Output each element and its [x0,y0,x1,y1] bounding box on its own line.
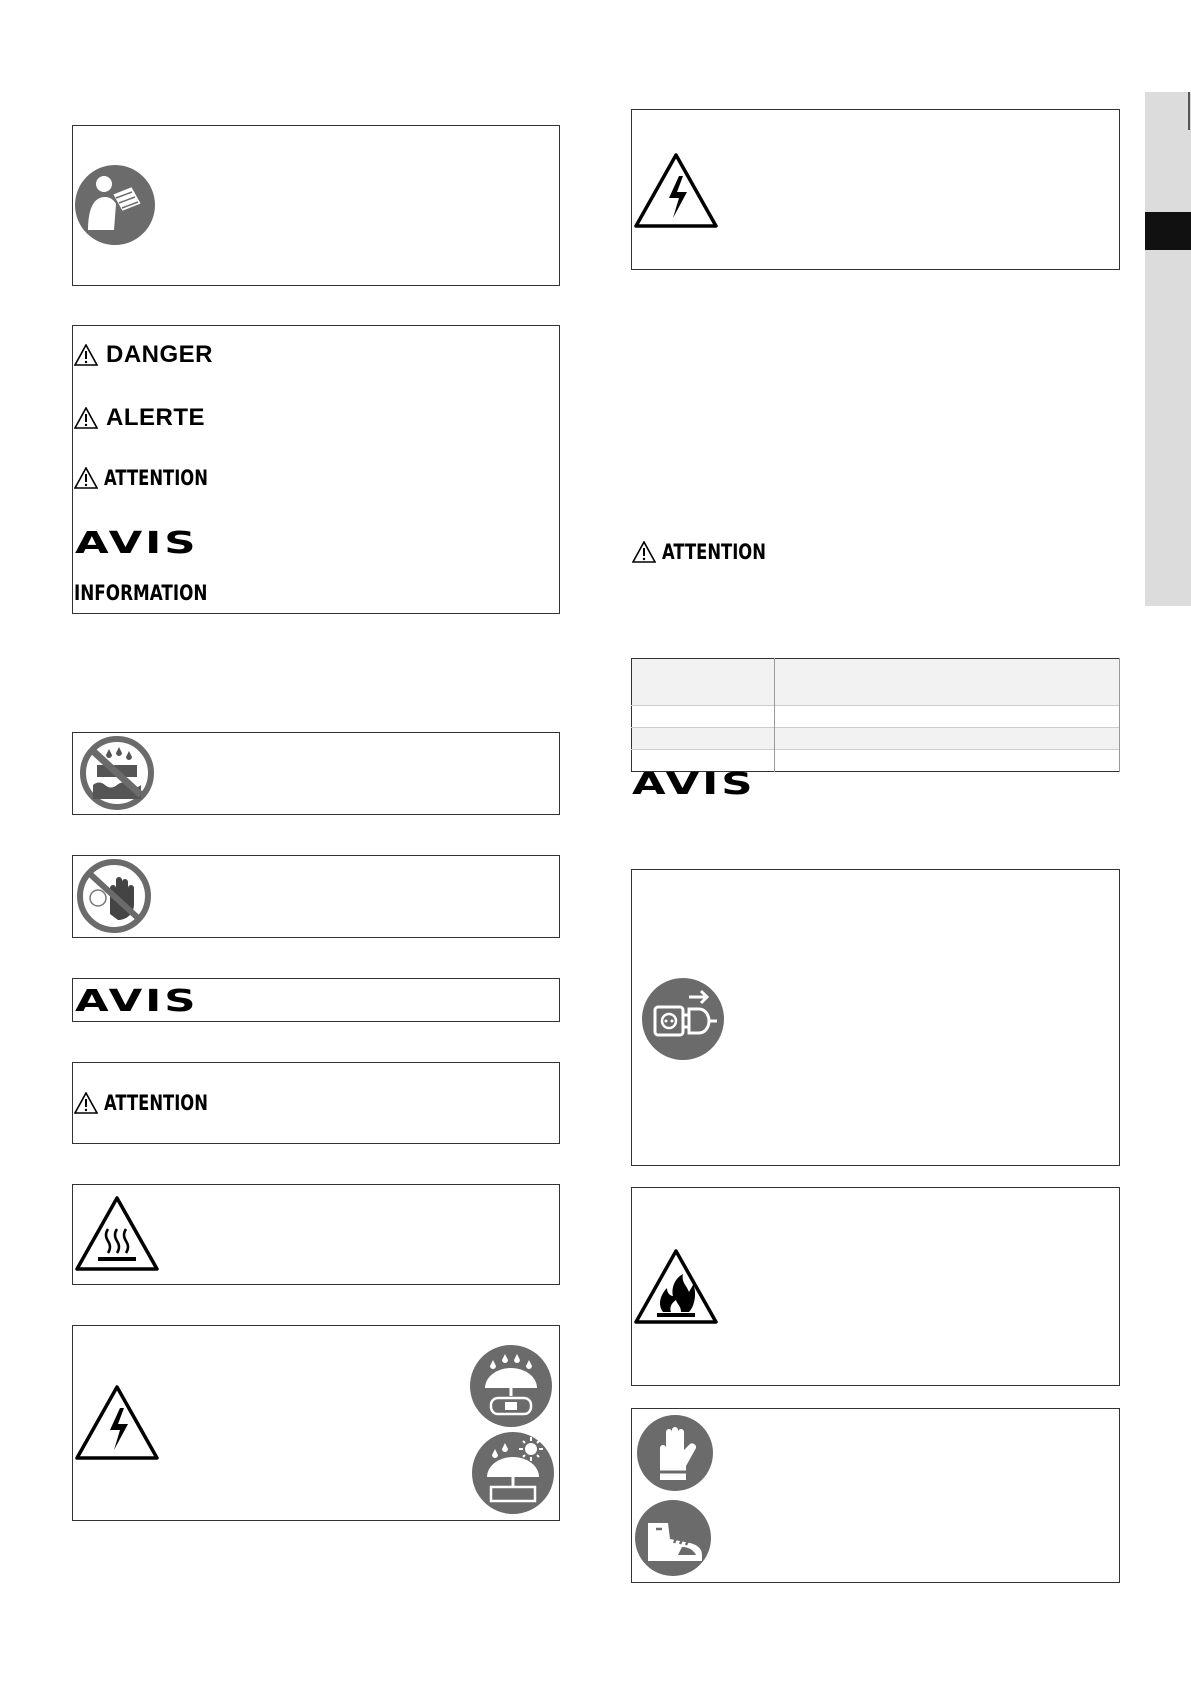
attention-label: ATTENTION [104,1091,208,1115]
warning-triangle-icon [74,344,98,366]
unplug-icon [641,977,725,1061]
no-immersion-icon [79,735,155,811]
side-tab-marker [1145,212,1191,250]
attention-label: ATTENTION [104,466,208,490]
hot-surface-box [72,1184,560,1285]
ppe-box [631,1408,1120,1583]
danger-label: DANGER [106,341,214,368]
table-header-row [632,659,1120,706]
table-cell [775,728,1120,750]
signal-words-box [72,325,560,614]
attention-label: ATTENTION [662,540,766,564]
table-row [632,706,1120,728]
table-cell [775,750,1120,772]
table-header-cell [632,659,775,706]
avis-label: AVIS [75,526,199,561]
unplug-box [631,869,1120,1166]
spec-table [631,658,1120,772]
read-manual-icon [74,164,156,246]
fire-hazard-box [631,1187,1120,1386]
information-label: INFORMATION [74,581,208,605]
no-immersion-box [72,732,560,815]
avis-label: AVIS [632,767,756,802]
warning-triangle-icon [74,467,98,489]
electric-shock-icon [74,1384,160,1462]
table-row [632,728,1120,750]
danger-signal [74,341,213,369]
wear-gloves-icon [636,1414,714,1492]
attention-signal [74,1091,237,1115]
protect-from-rain-icon [469,1344,553,1428]
side-tab-strip [1145,92,1191,606]
hot-surface-icon [74,1195,160,1273]
table-cell [632,706,775,728]
fire-hazard-icon [633,1248,719,1326]
side-tab-edge [1188,92,1190,130]
alerte-label: ALERTE [106,404,205,431]
read-manual-box [72,125,560,286]
avis-label: AVIS [75,984,199,1019]
warning-triangle-icon [632,541,656,563]
alerte-signal [74,404,205,432]
attention-signal [74,466,237,490]
electric-shock-icon [633,152,719,230]
no-touch-box [72,855,560,938]
table-header-cell [775,659,1120,706]
avis-box [72,978,560,1022]
protect-from-sun-rain-icon [471,1431,555,1515]
attention-box [72,1062,560,1144]
attention-signal [632,540,795,564]
no-touch-icon [76,858,152,934]
table-cell [775,706,1120,728]
warning-triangle-icon [74,1092,98,1114]
warning-triangle-icon [74,407,98,429]
wear-safety-boots-icon [634,1499,712,1577]
electric-weather-box [72,1325,560,1521]
electric-box [631,109,1120,270]
table-cell [632,728,775,750]
